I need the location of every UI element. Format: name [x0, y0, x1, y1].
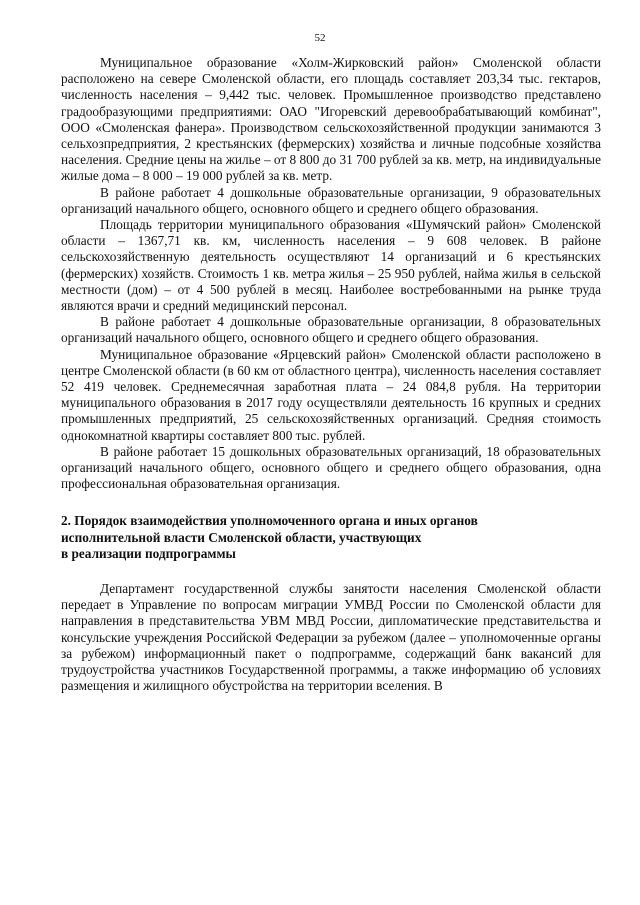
paragraph-yartsevsky-education: В районе работает 15 дошкольных образовательных организаций, 18 образовательных организаций начального общего, основного общего и среднего общего образования, одна профессиональная образовательная организация.: [61, 443, 601, 492]
document-body: [61, 55, 601, 694]
paragraph-holm-zhirkovsky: Муниципальное образование «Холм-Жирковский район» Смоленской области расположено на севере Смоленской области, его площадь составляет 203,34 тыс. гектаров, численность населения – 9,442 тыс. человек. Промышленное производство представлено градообразующими предприятиями: ОАО "Игоревский деревообрабатывающий комбинат", ООО «Смоленская фанера». Производством сельскохозяйственной продукции занимаются 3 сельхозпредприятия, 2 крестьянских (фермерских) хозяйства и личные подсобные хозяйства населения. Средние цены на жилье – от 8 800 до 31 700 рублей за кв. метр, на индивидуальные жилые дома – 8 000 – 19 000 рублей за кв. метр.: [61, 55, 601, 184]
paragraph-shumyachsky: Площадь территории муниципального образования «Шумячский район» Смоленской области – 1367,71 кв. км, численность населения – 9 608 человек. В районе сельскохозяйственную деятельность осуществляют 14 организаций и 6 крестьянских (фермерских) хозяйств. Стоимость 1 кв. метра жилья – 25 950 рублей, найма жилья в сельской местности (дом) – от 4 500 рублей в месяц. Наиболее востребованными на рынке труда являются врачи и средний медицинский персонал.: [61, 217, 601, 314]
page-number: 52: [314, 32, 326, 44]
section-heading: 2. Порядок взаимодействия уполномоченного органа и иных органов исполнительной власти Смоленской области, участвующих в реализации подпрограммы: [61, 513, 478, 562]
paragraph-department-procedure: Департамент государственной службы занятости населения Смоленской области передает в Управление по вопросам миграции УМВД России по Смоленской области для направления в представительства УВМ МВД России, дипломатические представительства и консульские учреждения Российской Федерации за рубежом (далее – уполномоченные органы за рубежом) информационный пакет о подпрограмме, содержащий банк вакансий для трудоустройства участников Государственной программы, а также информацию об условиях размещения и жилищного обустройства на территории вселения. В: [61, 580, 601, 694]
paragraph-yartsevsky: Муниципальное образование «Ярцевский район» Смоленской области расположено в центре Смоленской области (в 60 км от областного центра), численность населения составляет 52 419 человек. Среднемесячная заработная плата – 24 084,8 рубля. На территории муниципального образования в 2017 году осуществляли деятельность 16 крупных и средних промышленных предприятий, 25 сельскохозяйственных организаций. Средняя стоимость однокомнатной квартиры составляет 800 тыс. рублей.: [61, 346, 601, 443]
paragraph-shumyachsky-education: В районе работает 4 дошкольные образовательные организации, 8 образовательных организаций начального общего, основного общего и среднего общего образования.: [61, 314, 601, 346]
paragraph-holm-zhirkovsky-education: В районе работает 4 дошкольные образовательные организации, 9 образовательных организаций начального общего, основного общего и среднего общего образования.: [61, 184, 601, 216]
